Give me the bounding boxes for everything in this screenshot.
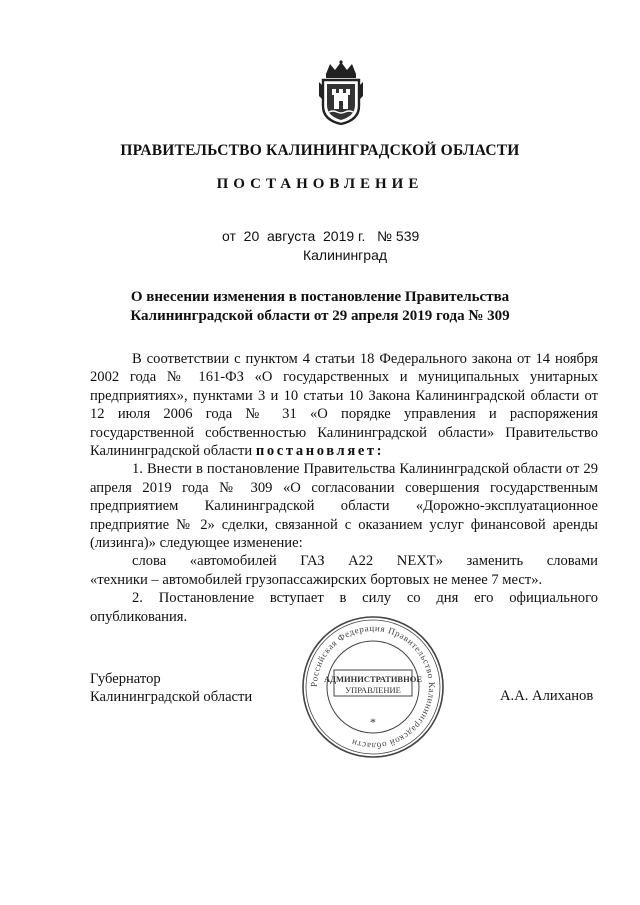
position-line-1: Губернатор: [90, 671, 161, 687]
government-title: ПРАВИТЕЛЬСТВО КАЛИНИНГРАДСКОЙ ОБЛАСТИ: [120, 142, 520, 159]
city: Калининград: [302, 247, 388, 263]
coat-of-arms-icon: [318, 60, 364, 126]
document-subject: [0, 288, 640, 326]
document-body: [90, 350, 598, 626]
seal-inner-line-1: АДМИНИСТРАТИВНОЕ: [324, 674, 422, 684]
official-seal-icon: [298, 612, 448, 762]
seal-inner-line-2: УПРАВЛЕНИЕ: [345, 685, 401, 695]
preamble-paragraph: [90, 350, 598, 460]
document-type: ПОСТАНОВЛЕНИЕ: [216, 176, 424, 192]
replacement-paragraph: слова «автомобилей ГАЗ А22 NEXT» заменить словами: [132, 553, 598, 570]
replacement-continuation: «техники – автомобилей грузопассажирских бортовых не менее 7 мест».: [90, 571, 543, 588]
date-number-line: от 20 августа 2019 г. № 539: [222, 228, 420, 244]
position-line-2: Калининградской области: [90, 689, 253, 706]
seal-star: *: [370, 715, 376, 729]
subject-line-2: Калининградской области от 29 апреля 2019 года № 309: [130, 308, 510, 324]
signatory-position: [90, 670, 252, 707]
seal-outer-text: Российская Федерация Правительство Калининградской области: [308, 622, 438, 752]
item-1-paragraph: 1. Внести в постановление Правительства Калининградской области от 29 апреля 2019 года № 309 «О согласовании совершения государственным предприятием Калининградской области «Дорожно-эксплуатационное предприятие № 2» сделки, связанной с оказанием услуг финансовой аренды (лизинга)» следующее изменение:: [90, 461, 598, 552]
signatory-name: А.А. Алиханов: [500, 688, 594, 704]
item-2-paragraph: 2. Постановление вступает в силу со дня его официального опубликования.: [90, 590, 598, 625]
subject-line-1: О внесении изменения в постановление Правительства: [130, 289, 510, 305]
preamble-text: В соответствии с пунктом 4 статьи 18 Федерального закона от 14 ноября 2002 года № 161-ФЗ «О государственных и муниципальных унитарных предприятиях», пунктами 3 и 10 статьи 10 Закона Калининградской области от 12 июля 2006 года № 31 «О порядке управления и распоряжения государственной собственностью Калининградской области» Правительство Калининградской области: [90, 351, 598, 460]
decree-word: постановляет:: [255, 443, 385, 460]
